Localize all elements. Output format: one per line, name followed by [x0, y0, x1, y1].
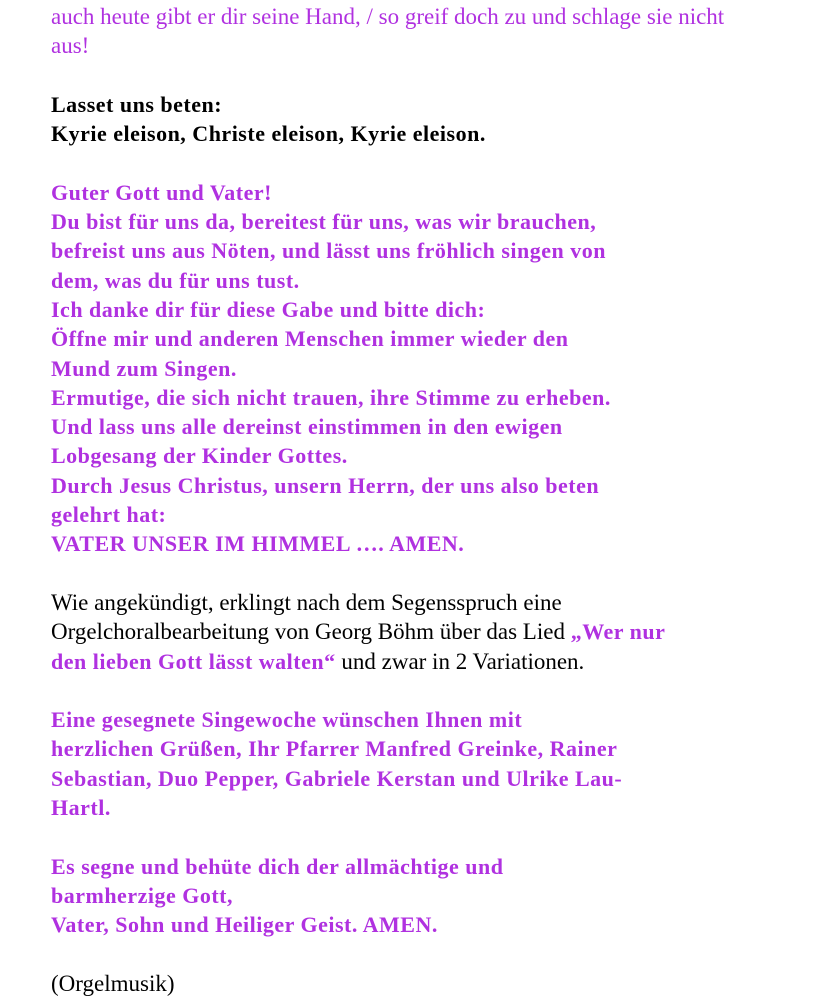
intro-line: auch heute gibt er dir seine Hand, / so greif doch zu und schlage sie nicht	[51, 4, 725, 29]
document-page	[51, 0, 811, 998]
prayer-line: Ermutige, die sich nicht trauen, ihre Stimme zu erheben.	[51, 384, 611, 410]
spacer	[51, 61, 811, 90]
spacer	[51, 822, 811, 851]
prayer-line: Du bist für uns da, bereitest für uns, was wir brauchen,	[51, 209, 597, 235]
announcement-line	[51, 617, 811, 646]
prayer-line: Guter Gott und Vater!	[51, 179, 272, 205]
prayer-line: dem, was du für uns tust.	[51, 267, 300, 293]
blessing-line: Es segne und behüte dich der allmächtige und	[51, 853, 504, 879]
announcement-line	[51, 647, 811, 676]
greeting-line: Sebastian, Duo Pepper, Gabriele Kerstan und Ulrike Lau-	[51, 765, 623, 791]
announcement-paragraph	[51, 588, 811, 676]
blessing-line: barmherzige Gott,	[51, 882, 233, 908]
song-title: den lieben Gott lässt walten“	[51, 648, 336, 674]
prayer-line: Ich danke dir für diese Gabe und bitte dich:	[51, 296, 486, 322]
prayer-line: Und lass uns alle dereinst einstimmen in den ewigen	[51, 414, 563, 440]
prayer-call-line: Lasset uns beten:	[51, 91, 223, 117]
prayer-call-line: Kyrie eleison, Christe eleison, Kyrie eleison.	[51, 121, 486, 147]
intro-line: aus!	[51, 33, 90, 59]
prayer-line: befreist uns aus Nöten, und lässt uns fröhlich singen von	[51, 238, 606, 264]
spacer	[51, 559, 811, 588]
greeting-line: Hartl.	[51, 795, 111, 821]
intro-paragraph	[51, 2, 811, 61]
announcement-text: Orgelchoralbearbeitung von Georg Böhm über das Lied	[51, 619, 571, 645]
song-title: „Wer nur	[570, 619, 666, 645]
closing-paragraph	[51, 969, 811, 998]
announcement-line: Wie angekündigt, erklingt nach dem Segensspruch eine	[51, 589, 562, 615]
prayer-line: Mund zum Singen.	[51, 355, 237, 381]
spacer	[51, 148, 811, 177]
spacer	[51, 940, 811, 969]
prayer-line: VATER UNSER IM HIMMEL …. AMEN.	[51, 531, 465, 557]
blessing-line: Vater, Sohn und Heiliger Geist. AMEN.	[51, 912, 438, 938]
greeting-line: Eine gesegnete Singewoche wünschen Ihnen mit	[51, 707, 523, 733]
greeting-paragraph	[51, 705, 811, 822]
prayer-call-paragraph	[51, 90, 811, 149]
blessing-paragraph	[51, 852, 811, 940]
prayer-line: Lobgesang der Kinder Gottes.	[51, 443, 348, 469]
greeting-line: herzlichen Grüßen, Ihr Pfarrer Manfred Greinke, Rainer	[51, 736, 618, 762]
announcement-text: und zwar in 2 Variationen.	[335, 648, 585, 674]
closing-line: (Orgelmusik)	[51, 970, 175, 996]
spacer	[51, 676, 811, 705]
prayer-line: Durch Jesus Christus, unsern Herrn, der uns also beten	[51, 472, 600, 498]
prayer-line: gelehrt hat:	[51, 502, 167, 528]
prayer-paragraph	[51, 178, 811, 559]
prayer-line: Öffne mir und anderen Menschen immer wieder den	[51, 326, 569, 352]
